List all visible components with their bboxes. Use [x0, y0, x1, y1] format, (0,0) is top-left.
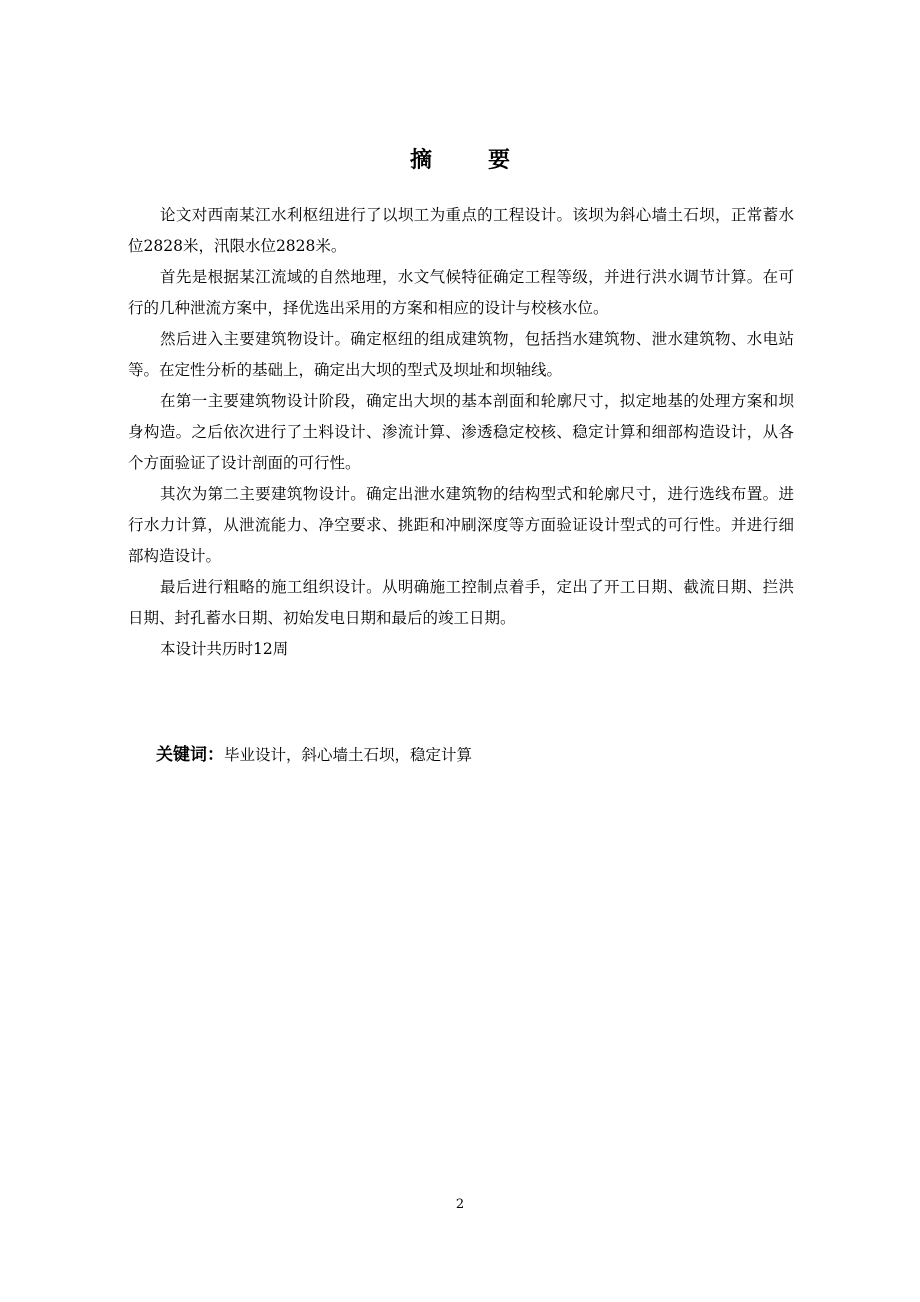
keywords-label: 关键词： — [156, 745, 224, 765]
abstract-title: 摘要 — [409, 148, 566, 173]
abstract-paragraph-5: 其次为第二主要建筑物设计。确定出泄水建筑物的结构型式和轮廓尺寸，进行选线布置。进行水力计算，从泄流能力、净空要求、挑距和冲刷深度等方面验证设计型式的可行性。并进行细部构造设计。 — [128, 485, 794, 565]
abstract-paragraph-2: 首先是根据某江流域的自然地理，水文气候特征确定工程等级，并进行洪水调节计算。在可行的几种泄流方案中，择优选出采用的方案和相应的设计与校核水位。 — [128, 268, 794, 317]
abstract-paragraph-6: 最后进行粗略的施工组织设计。从明确施工控制点着手，定出了开工日期、截流日期、拦洪日期、封孔蓄水日期、初始发电日期和最后的竣工日期。 — [128, 578, 794, 627]
abstract-paragraph-7: 本设计共历时12周 — [160, 640, 289, 658]
page-number: 2 — [455, 1197, 465, 1212]
abstract-paragraph-1: 论文对西南某江水利枢纽进行了以坝工为重点的工程设计。该坝为斜心墙土石坝，正常蓄水位2828米，汛限水位2828米。 — [128, 206, 794, 255]
abstract-paragraph-3: 然后进入主要建筑物设计。确定枢纽的组成建筑物，包括挡水建筑物、泄水建筑物、水电站等。在定性分析的基础上，确定出大坝的型式及坝址和坝轴线。 — [128, 330, 794, 379]
keywords-text: 毕业设计，斜心墙土石坝，稳定计算 — [224, 746, 473, 764]
abstract-body — [128, 200, 794, 665]
abstract-paragraph-4: 在第一主要建筑物设计阶段，确定出大坝的基本剖面和轮廓尺寸，拟定地基的处理方案和坝身构造。之后依次进行了土料设计、渗流计算、渗透稳定校核、稳定计算和细部构造设计，从各个方面验证了设计剖面的可行性。 — [128, 392, 794, 472]
keywords-line — [156, 740, 472, 771]
